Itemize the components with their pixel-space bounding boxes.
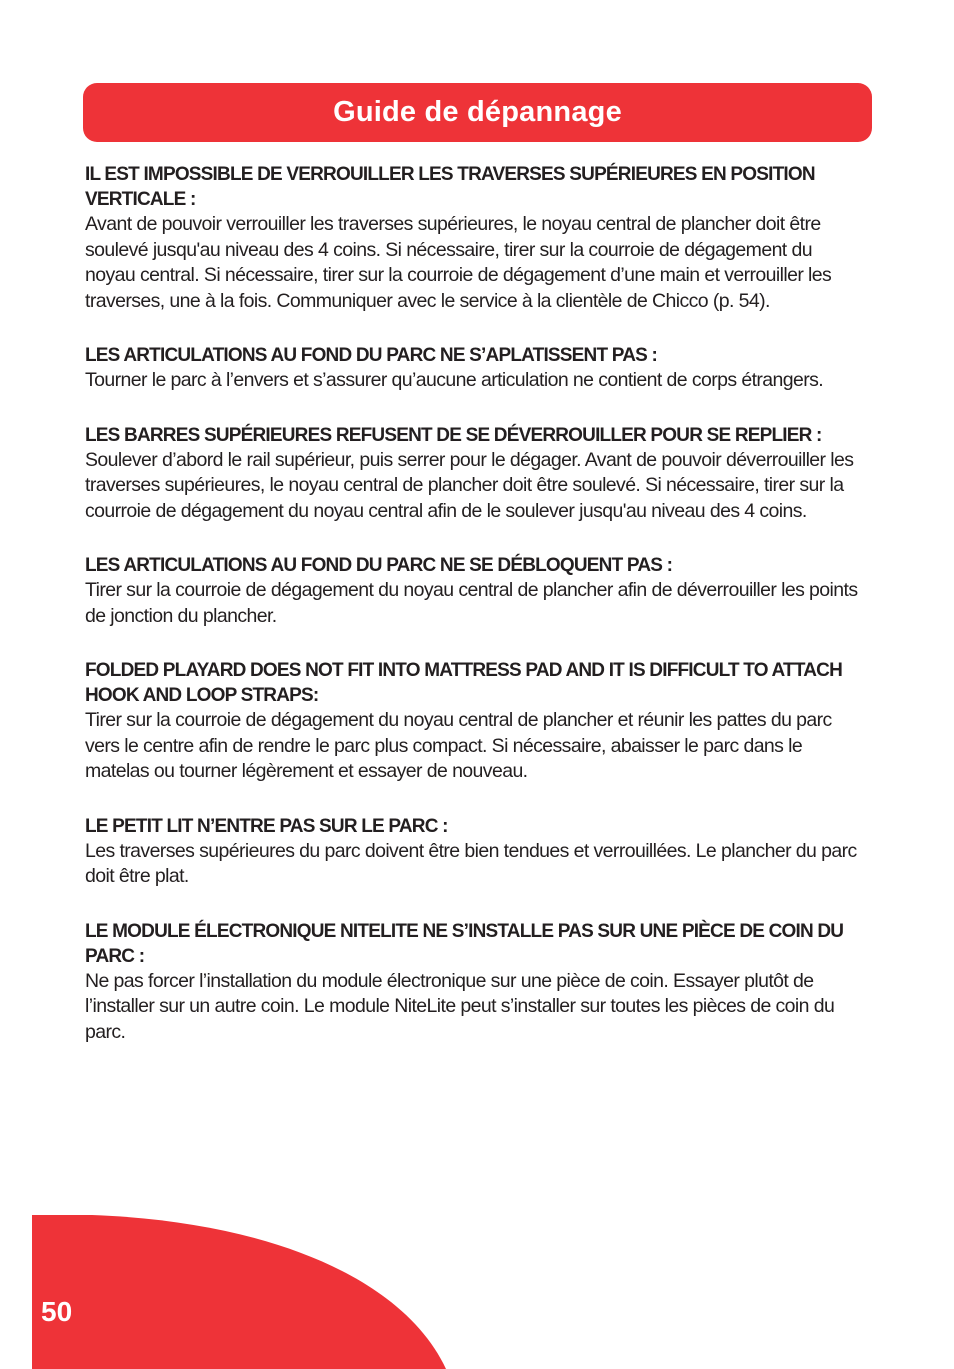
corner-fill <box>32 1215 446 1369</box>
troubleshooting-item <box>85 658 860 785</box>
page-corner-shape <box>32 1215 446 1369</box>
item-heading: LE MODULE ÉLECTRONIQUE NITELITE NE S’INSTALLE PAS SUR UNE PIÈCE DE COIN DU PARC : <box>85 920 844 967</box>
item-heading: LES BARRES SUPÉRIEURES REFUSENT DE SE DÉVERROUILLER POUR SE REPLIER : <box>85 424 822 446</box>
item-heading: LES ARTICULATIONS AU FOND DU PARC NE SE DÉBLOQUENT PAS : <box>85 555 673 576</box>
troubleshooting-item <box>85 814 860 890</box>
item-body: Tirer sur la courroie de dégagement du noyau central de plancher afin de déverrouiller les points de jonction du plancher. <box>85 579 858 627</box>
item-body: Tourner le parc à l’envers et s’assurer qu’aucune articulation ne contient de corps étrangers. <box>85 369 824 391</box>
item-heading: LE PETIT LIT N’ENTRE PAS SUR LE PARC : <box>85 815 448 837</box>
page-number: 50 <box>41 1296 73 1327</box>
troubleshooting-item <box>85 343 860 394</box>
item-body: Tirer sur la courroie de dégagement du noyau central de plancher et réunir les pattes du parc vers le centre afin de rendre le parc plus compact. Si nécessaire, abaisser le parc dans le matelas ou tourner légèrement et essayer de nouveau. <box>85 709 832 782</box>
page-title: Guide de dépannage <box>333 96 622 128</box>
item-heading: IL EST IMPOSSIBLE DE VERROUILLER LES TRAVERSES SUPÉRIEURES EN POSITION VERTICALE : <box>85 164 815 210</box>
title-banner <box>83 83 872 142</box>
troubleshooting-list <box>85 162 860 1074</box>
item-body: Les traverses supérieures du parc doivent être bien tendues et verrouillées. Le plancher du parc doit être plat. <box>85 839 857 887</box>
item-heading: LES ARTICULATIONS AU FOND DU PARC NE S’APLATISSENT PAS : <box>85 345 658 366</box>
item-body: Ne pas forcer l’installation du module électronique sur une pièce de coin. Essayer plutôt de l’installer sur un autre coin. Le module NiteLite peut s’installer sur toutes les pièces de coin du parc. <box>85 969 835 1043</box>
item-heading: FOLDED PLAYARD DOES NOT FIT INTO MATTRESS PAD AND IT IS DIFFICULT TO ATTACH HOOK AND LOOP STRAPS: <box>85 660 843 706</box>
troubleshooting-item <box>85 553 860 629</box>
troubleshooting-item <box>85 919 860 1046</box>
troubleshooting-item <box>85 162 860 314</box>
item-body: Soulever d’abord le rail supérieur, puis serrer pour le dégager. Avant de pouvoir déverrouiller les traverses supérieures, le noyau central de plancher doit être soulevé. Si nécessaire, tirer sur la courroie de dégagement du noyau central afin de le soulever jusqu'au niveau des 4 coins. <box>85 448 854 522</box>
item-body: Avant de pouvoir verrouiller les traverses supérieures, le noyau central de plancher doit être soulevé jusqu'au niveau des 4 coins. Si nécessaire, tirer sur la courroie de dégagement du noyau central. Si nécessaire, tirer sur la courroie de dégagement d’une main et verrouiller les traverses, une à la fois. Communiquer avec le service à la clientèle de Chicco (p. 54). <box>85 213 832 312</box>
troubleshooting-item <box>85 423 860 525</box>
